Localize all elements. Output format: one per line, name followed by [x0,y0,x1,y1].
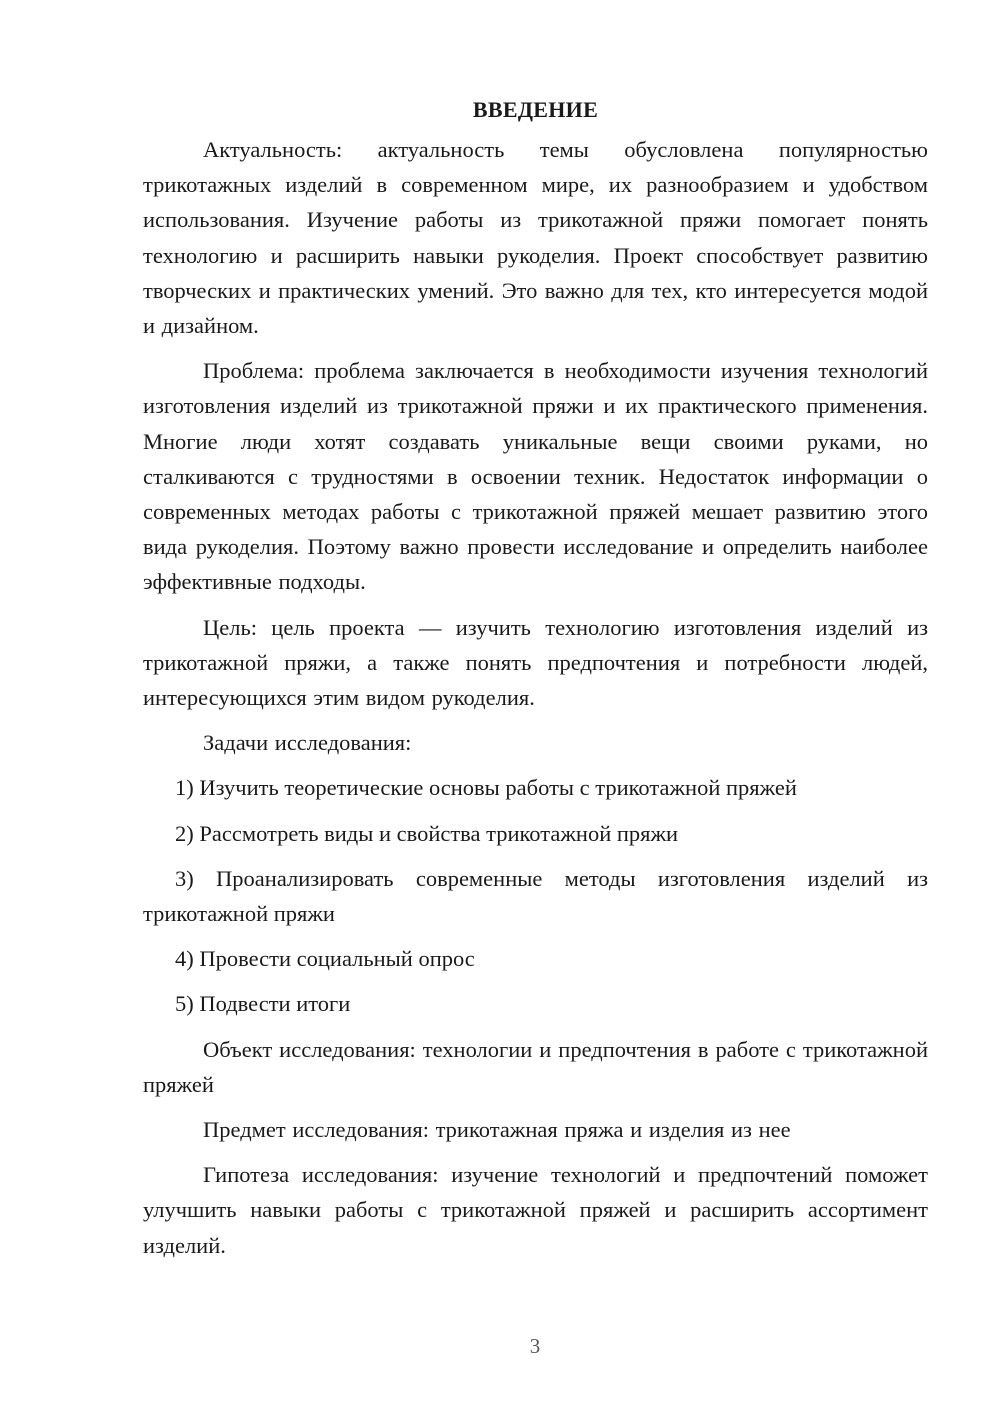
goal-paragraph: Цель: цель проекта — изучить технологию изготовления изделий из трикотажной пряжи, а также понять предпочтения и потребности людей, интересующихся этим видом рукоделия. [143,614,928,711]
object-paragraph: Объект исследования: технологии и предпочтения в работе с трикотажной пряжей [143,1036,928,1097]
task-item-4: 4) Провести социальный опрос [175,946,475,972]
subject-paragraph: Предмет исследования: трикотажная пряжа и изделия из нее [203,1117,791,1143]
hypothesis-paragraph: Гипотеза исследования: изучение технологий и предпочтений поможет улучшить навыки работы с трикотажной пряжей и расширить ассортимент изделий. [143,1162,928,1258]
task-item-5: 5) Подвести итоги [175,991,351,1017]
page-number: 3 [529,1334,541,1358]
task-item-3: 3) Проанализировать современные методы изготовления изделий из трикотажной пряжи [143,865,928,927]
task-item-1: 1) Изучить теоретические основы работы с трикотажной пряжей [175,775,797,801]
tasks-title: Задачи исследования: [203,730,412,756]
relevance-paragraph: Актуальность: актуальность темы обусловлена популярностью трикотажных изделий в современном мире, их разнообразием и удобством использования. Изучение работы из трикотажной пряжи помогает понять технологию и расширить навыки рукоделия. Проект способствует развитию творческих и практических умений. Это важно для тех, кто интересуется модой и дизайном. [143,137,928,339]
page-title: ВВЕДЕНИЕ [472,97,599,122]
document-page [143,92,928,1273]
problem-paragraph: Проблема: проблема заключается в необходимости изучения технологий изготовления изделий из трикотажной пряжи и их практического применения. Многие люди хотят создавать уникальные вещи своими руками, но сталкиваются с трудностями в освоении техник. Недостаток информации о современных методах работы с трикотажной пряжей мешает развитию этого вида рукоделия. Поэтому важно провести исследование и определить наиболее эффективные подходы. [143,358,928,595]
task-item-2: 2) Рассмотреть виды и свойства трикотажной пряжи [175,820,679,846]
